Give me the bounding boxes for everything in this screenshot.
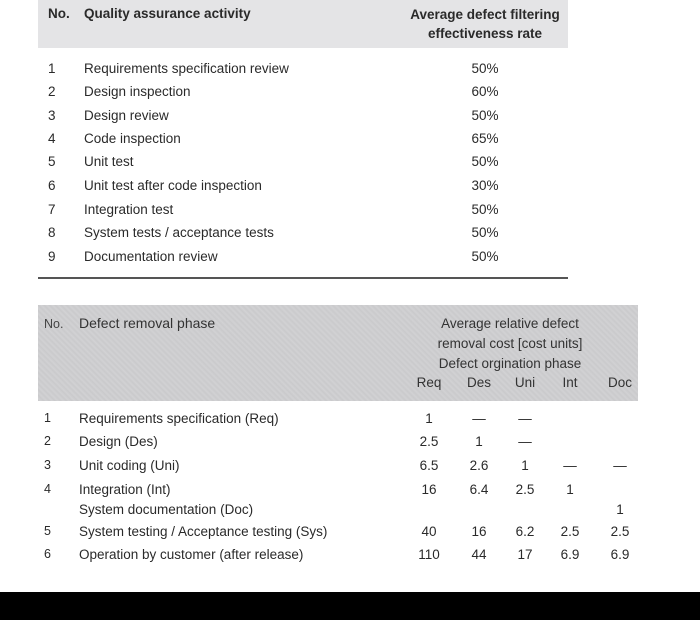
table-row xyxy=(38,198,568,221)
table-row xyxy=(38,150,568,173)
rate-cell: 50% xyxy=(471,225,499,240)
cost-cell-des: — xyxy=(472,411,486,426)
cost-cell-des: 44 xyxy=(471,547,487,562)
cost-cell-req: 2.5 xyxy=(419,434,439,449)
table-row xyxy=(38,104,568,127)
row-number: 5 xyxy=(44,524,51,538)
table2-subcol-int: Int xyxy=(562,375,578,390)
table1-header xyxy=(38,0,568,48)
table2-header-cost-line: Average relative defect xyxy=(441,316,579,331)
cost-cell-des: 1 xyxy=(475,434,483,449)
row-number: 6 xyxy=(48,178,56,193)
table1-header-activity: Quality assurance activity xyxy=(84,6,251,21)
row-number: 4 xyxy=(48,131,56,146)
table-row xyxy=(38,520,638,543)
cost-cell-uni: 17 xyxy=(517,547,533,562)
cost-cell-int: 6.9 xyxy=(560,547,580,562)
activity-cell: Design inspection xyxy=(84,84,191,99)
table2-subcol-uni: Uni xyxy=(514,375,536,390)
bottom-black-bar xyxy=(0,592,700,620)
table-row xyxy=(38,174,568,197)
table2-header-cost-line: Defect orgination phase xyxy=(438,356,582,371)
table-row xyxy=(38,454,638,477)
table-row xyxy=(38,57,568,80)
cost-cell-uni: 2.5 xyxy=(515,482,535,497)
rate-cell: 50% xyxy=(471,202,499,217)
table1-bottom-rule xyxy=(38,277,568,279)
row-number: 5 xyxy=(48,154,56,169)
table2-subcol-req: Req xyxy=(416,375,442,390)
cost-cell-int: — xyxy=(563,458,577,473)
rate-cell: 50% xyxy=(471,108,499,123)
activity-cell: Design review xyxy=(84,108,169,123)
phase-cell: Unit coding (Uni) xyxy=(79,458,180,473)
table2-header-cost-line: removal cost [cost units] xyxy=(437,336,583,351)
cost-cell-req: 16 xyxy=(421,482,437,497)
activity-cell: Integration test xyxy=(84,202,174,217)
table1-header-rate: Average defect filtering effectiveness rate xyxy=(410,7,560,41)
table-row xyxy=(38,221,568,244)
phase-cell: Operation by customer (after release) xyxy=(79,547,304,562)
table1-header-no: No. xyxy=(48,6,70,21)
cost-cell-doc: — xyxy=(613,458,627,473)
cost-cell-doc: 1 xyxy=(616,502,624,517)
row-number: 9 xyxy=(48,249,56,264)
cost-cell-des: 6.4 xyxy=(469,482,489,497)
cost-cell-des: 2.6 xyxy=(469,458,489,473)
rate-cell: 50% xyxy=(471,154,499,169)
row-number: 2 xyxy=(44,434,51,448)
table-row xyxy=(38,127,568,150)
rate-cell: 65% xyxy=(471,131,499,146)
cost-cell-uni: — xyxy=(518,411,532,426)
table2-header-cost xyxy=(430,314,590,374)
cost-cell-doc: 6.9 xyxy=(610,547,630,562)
cost-cell-uni: 6.2 xyxy=(515,524,535,539)
cost-cell-des: 16 xyxy=(471,524,487,539)
table-row xyxy=(38,543,638,566)
table-row xyxy=(38,245,568,268)
table-row xyxy=(38,407,638,430)
cost-cell-req: 1 xyxy=(425,411,433,426)
cost-cell-req: 110 xyxy=(418,547,440,562)
row-number: 3 xyxy=(48,108,56,123)
phase-cell: System documentation (Doc) xyxy=(79,502,254,517)
row-number: 6 xyxy=(44,547,51,561)
table2-header-phase: Defect removal phase xyxy=(79,315,216,331)
row-number: 1 xyxy=(48,61,56,76)
activity-cell: Documentation review xyxy=(84,249,218,264)
row-number: 8 xyxy=(48,225,56,240)
activity-cell: Code inspection xyxy=(84,131,181,146)
table2-header-no: No. xyxy=(44,317,64,331)
cost-cell-doc: 2.5 xyxy=(610,524,630,539)
phase-cell: Design (Des) xyxy=(79,434,158,449)
phase-cell: System testing / Acceptance testing (Sys) xyxy=(79,524,328,539)
row-number: 4 xyxy=(44,482,51,496)
cost-cell-int: 1 xyxy=(566,482,574,497)
row-number: 3 xyxy=(44,458,51,472)
rate-cell: 50% xyxy=(471,61,499,76)
cost-cell-req: 40 xyxy=(421,524,437,539)
table-row xyxy=(38,430,638,453)
row-number: 2 xyxy=(48,84,56,99)
cost-cell-uni: 1 xyxy=(521,458,529,473)
rate-cell: 60% xyxy=(471,84,499,99)
activity-cell: Unit test xyxy=(84,154,134,169)
table2-subcol-des: Des xyxy=(466,375,491,390)
row-number: 7 xyxy=(48,202,56,217)
phase-cell: Requirements specification (Req) xyxy=(79,411,279,426)
phase-cell: Integration (Int) xyxy=(79,482,171,497)
row-number: 1 xyxy=(44,411,51,425)
rate-cell: 50% xyxy=(471,249,499,264)
cost-cell-req: 6.5 xyxy=(419,458,439,473)
cost-cell-int: 2.5 xyxy=(560,524,580,539)
activity-cell: Unit test after code inspection xyxy=(84,178,262,193)
table-row xyxy=(38,498,638,521)
cost-cell-uni: — xyxy=(518,434,532,449)
table2-header xyxy=(38,305,638,401)
activity-cell: Requirements specification review xyxy=(84,61,289,76)
table-row xyxy=(38,80,568,103)
table2-subcol-doc: Doc xyxy=(607,375,632,390)
activity-cell: System tests / acceptance tests xyxy=(84,225,274,240)
rate-cell: 30% xyxy=(471,178,499,193)
